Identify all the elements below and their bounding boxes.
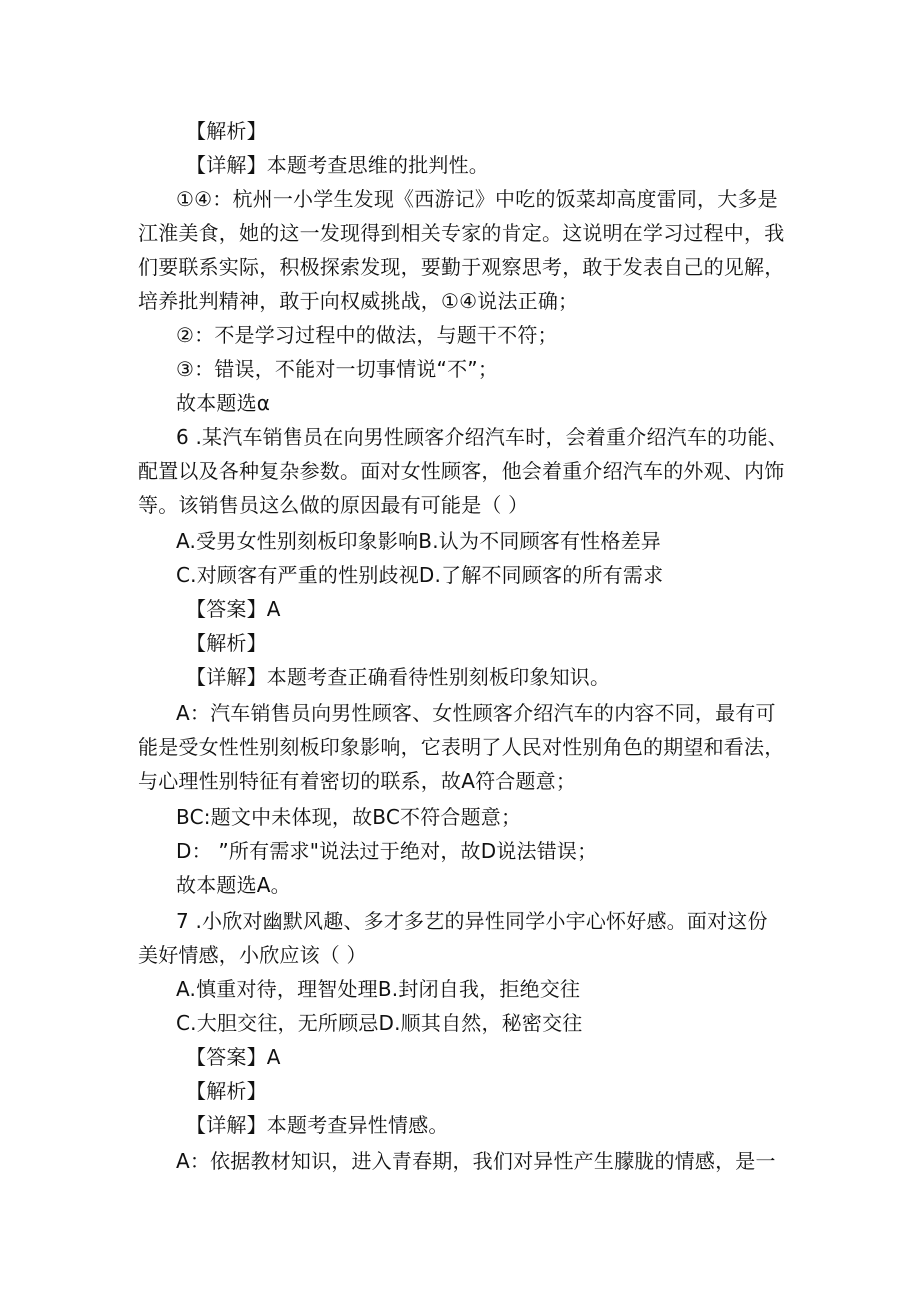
detail-heading: 【详解】本题考查正确看待性别刻板印象知识。 [186,665,611,689]
conclusion-line: 故本题选α [176,391,271,415]
analysis-heading: 【解析】 [186,631,267,655]
paragraph-line: 与心理性别特征有着密切的联系，故A符合题意； [138,769,577,793]
paragraph-line: BC:题文中未体现，故BC不符合题意； [176,805,522,829]
paragraph-line: A：依据教材知识，进入青春期，我们对异性产生朦胧的情感，是一 [176,1149,776,1173]
question-stem: 6 .某汽车销售员在向男性顾客介绍汽车时，会着重介绍汽车的功能、 [176,425,788,449]
paragraph-line: ①④：杭州一小学生发现《西游记》中吃的饭菜却高度雷同，大多是 [176,187,778,211]
question-stem: 配置以及各种复杂参数。面对女性顾客，他会着重介绍汽车的外观、内饰 [138,459,785,483]
paragraph-line: D： ”所有需求"说法过于绝对，故D说法错误； [176,839,598,863]
detail-heading: 【详解】本题考查异性情感。 [186,1113,449,1137]
answer-line: 【答案】A [186,1045,281,1069]
question-stem: 等。该销售员这么做的原因最有可能是（ ） [138,493,529,517]
answer-line: 【答案】A [186,597,281,621]
paragraph-line: ②：不是学习过程中的做法，与题干不符； [176,323,558,347]
conclusion-line: 故本题选A。 [176,873,291,897]
question-options: C.对顾客有严重的性别歧视D.了解不同顾客的所有需求 [176,563,664,587]
question-options: A.受男女性别刻板印象影响B.认为不同顾客有性格差异 [176,529,661,553]
paragraph-line: 们要联系实际，积极探索发现，要勤于观察思考，敢于发表自己的见解， [138,255,785,279]
paragraph-line: A：汽车销售员向男性顾客、女性顾客介绍汽车的内容不同，最有可 [176,701,776,725]
paragraph-line: 江淮美食，她的这一发现得到相关专家的肯定。这说明在学习过程中，我 [138,221,785,245]
analysis-heading: 【解析】 [186,1079,267,1103]
detail-heading: 【详解】本题考查思维的批判性。 [186,153,489,177]
question-stem: 美好情感，小欣应该（ ） [138,943,367,967]
analysis-heading: 【解析】 [186,119,267,143]
question-stem: 7 .小欣对幽默风趣、多才多艺的异性同学小宇心怀好感。面对这份 [176,909,768,933]
question-options: C.大胆交往，无所顾忌D.顺其自然，秘密交往 [176,1011,583,1035]
question-options: A.慎重对待，理智处理B.封闭自我，拒绝交往 [176,977,581,1001]
paragraph-line: 能是受女性性别刻板印象影响，它表明了人民对性别角色的期望和看法， [138,735,785,759]
paragraph-line: 培养批判精神，敢于向权威挑战，①④说法正确； [138,289,579,313]
paragraph-line: ③：错误，不能对一切事情说“不”； [176,357,499,381]
